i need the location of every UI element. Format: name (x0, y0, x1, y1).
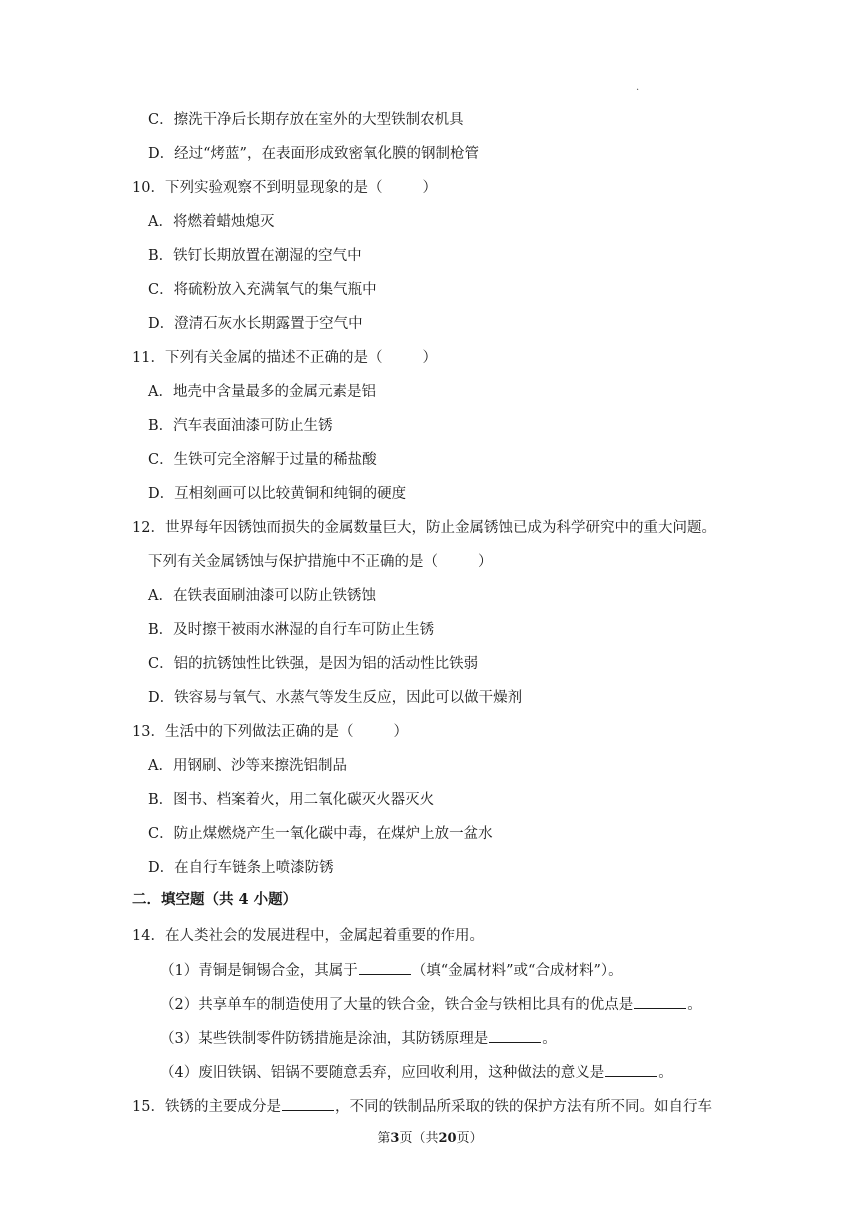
option-text: B．铁钉长期放置在潮湿的空气中 (148, 248, 362, 264)
answer-blank (359, 960, 411, 975)
answer-blank (282, 1096, 334, 1111)
question-14-part-3: （3）某些铁制零件防锈措施是涂油，其防锈原理是 。 (160, 1028, 557, 1049)
page-mark: . (636, 82, 640, 93)
option-text: D．在自行车链条上喷漆防锈 (148, 860, 334, 876)
question-14-part-2: （2）共享单车的制造使用了大量的铁合金，铁合金与铁相比具有的优点是 。 (160, 994, 702, 1015)
option-text: A．在铁表面刷油漆可以防止铁锈蚀 (148, 588, 376, 604)
current-page-number: 3 (390, 1131, 400, 1146)
option-text: B．汽车表面油漆可防止生锈 (148, 418, 333, 434)
question-14: 14．在人类社会的发展进程中，金属起着重要的作用。 (132, 928, 484, 944)
total-page-count: 20 (438, 1131, 457, 1146)
option-text: D．经过“烤蓝”，在表面形成致密氧化膜的钢制枪管 (148, 146, 479, 162)
option-text: D．互相刻画可以比较黄铜和纯铜的硬度 (148, 486, 407, 502)
question-12-continued: 下列有关金属锈蚀与保护措施中不正确的是（ ） (148, 554, 493, 570)
option-text: C．擦洗干净后长期存放在室外的大型铁制农机具 (148, 112, 464, 128)
question-14-part-1: （1）青铜是铜锡合金，其属于 （填“金属材料”或“合成材料”）。 (160, 960, 623, 981)
option-text: C．将硫粉放入充满氧气的集气瓶中 (148, 282, 377, 298)
question-12: 12．世界每年因锈蚀而损失的金属数量巨大，防止金属锈蚀已成为科学研究中的重大问题。 (132, 520, 716, 536)
page-footer: 第3页（共20页） (377, 1131, 483, 1146)
section-heading: 二．填空题（共 4 小题） (132, 891, 298, 908)
answer-blank (605, 1062, 657, 1077)
option-text: A．地壳中含量最多的金属元素是铝 (148, 384, 376, 400)
option-text: B．及时擦干被雨水淋湿的自行车可防止生锈 (148, 622, 435, 638)
option-text: D．澄清石灰水长期露置于空气中 (148, 316, 363, 332)
answer-blank (489, 1028, 541, 1043)
question-10: 10．下列实验观察不到明显现象的是（ ） (132, 180, 437, 196)
option-text: A．用钢刷、沙等来擦洗铝制品 (148, 758, 347, 774)
option-text: A．将燃着蜡烛熄灭 (148, 214, 275, 230)
option-text: B．图书、档案着火，用二氧化碳灭火器灭火 (148, 792, 435, 808)
option-text: C．铝的抗锈蚀性比铁强，是因为铝的活动性比铁弱 (148, 656, 479, 672)
answer-blank (634, 994, 686, 1009)
question-14-part-4: （4）废旧铁锅、铝锅不要随意丢弃，应回收利用，这种做法的意义是 。 (160, 1062, 673, 1083)
option-text: C．防止煤燃烧产生一氧化碳中毒，在煤炉上放一盆水 (148, 826, 493, 842)
question-15: 15．铁锈的主要成分是 ，不同的铁制品所采取的铁的保护方法有所不同。如自行车 (132, 1096, 712, 1117)
option-text: C．生铁可完全溶解于过量的稀盐酸 (148, 452, 377, 468)
question-11: 11．下列有关金属的描述不正确的是（ ） (132, 350, 437, 366)
option-text: D．铁容易与氧气、水蒸气等发生反应，因此可以做干燥剂 (148, 690, 523, 706)
question-13: 13．生活中的下列做法正确的是（ ） (132, 724, 408, 740)
